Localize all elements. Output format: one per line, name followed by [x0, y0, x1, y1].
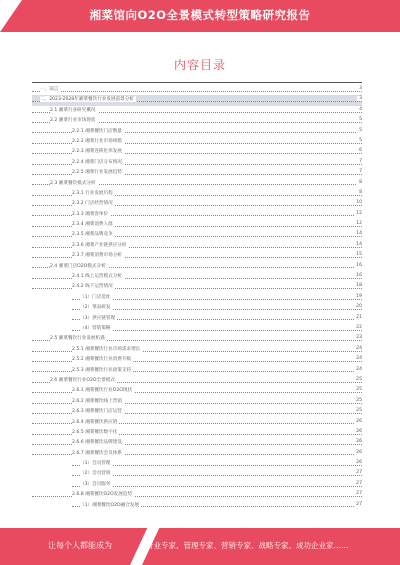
toc-entry[interactable]	[32, 324, 362, 334]
toc-entry-page: 21	[356, 314, 362, 320]
toc-entry[interactable]	[32, 490, 362, 500]
toc-entry-text: 2.6.5 湘菜餐饮数字化	[72, 429, 118, 435]
toc-entry[interactable]	[32, 147, 362, 157]
toc-entry[interactable]	[32, 459, 362, 469]
toc-entry-text: 2.3.2 门店经营情况	[72, 201, 113, 207]
toc-entry-page: 12	[356, 221, 362, 227]
toc-entry-page: 24	[356, 366, 362, 372]
toc-entry-text: 2.5.1 湘菜餐饮行业市场需求增长	[72, 346, 141, 352]
toc-entry[interactable]	[32, 179, 362, 189]
toc-entry-page: 26	[356, 460, 362, 466]
toc-entry[interactable]	[32, 282, 362, 292]
toc-entry-page: 27	[356, 470, 362, 476]
toc-entry[interactable]	[32, 438, 362, 448]
toc-entry-page: 26	[356, 449, 362, 455]
toc-entry[interactable]	[32, 85, 362, 95]
toc-entry[interactable]	[32, 345, 362, 355]
toc-entry-text: 2.6.7 湘菜餐饮会员体系	[72, 450, 122, 456]
toc-title: 内容目录	[173, 58, 226, 72]
toc-entry[interactable]	[32, 272, 362, 282]
toc-entry[interactable]	[32, 241, 362, 251]
toc-entry[interactable]	[32, 95, 362, 105]
toc-entry-page: 7	[359, 169, 362, 175]
toc-entry-page: 27	[356, 491, 362, 497]
toc-entry-text: 2.2.5 湘菜行业发展趋势	[72, 170, 122, 176]
toc-entry-page: 5	[359, 137, 362, 143]
toc-entry-text: 2.5.3 湘菜餐饮行业政策支持	[72, 367, 132, 373]
toc-leader-dots	[72, 330, 362, 331]
toc-entry-text: （3）会员服务	[80, 481, 111, 487]
toc-leader-dots	[72, 475, 362, 476]
toc-entry-page: 8	[359, 189, 362, 195]
toc-entry-page: 16	[356, 273, 362, 279]
toc-entry[interactable]	[32, 251, 362, 261]
toc-entry-page: 24	[356, 345, 362, 351]
toc-entry[interactable]	[32, 168, 362, 178]
toc-entry-text: （4）营销策略	[80, 325, 111, 331]
toc-entry[interactable]	[32, 386, 362, 396]
toc-entry[interactable]	[32, 355, 362, 365]
toc-entry[interactable]	[32, 189, 362, 199]
toc-entry-page: 26	[356, 418, 362, 424]
toc-entry[interactable]	[32, 116, 362, 126]
toc-entry-text: 2.6.3 湘菜餐饮门店运营	[72, 409, 122, 415]
toc-entry-text: 2.2 湘菜行业市场现状	[50, 118, 96, 124]
toc-entry-text: 2.6.8 湘菜餐饮O2O发展趋势	[72, 492, 133, 498]
toc-entry[interactable]	[32, 137, 362, 147]
toc-top-rule	[32, 82, 362, 83]
toc-entry-page: 19	[356, 293, 362, 299]
toc-entry[interactable]	[32, 199, 362, 209]
toc-entry[interactable]	[32, 366, 362, 376]
toc-entry-page: 3	[359, 86, 362, 91]
toc-entry-text: 2.6.1 湘菜餐饮行业O2O现状	[72, 388, 133, 394]
toc-entry-text: 2.6.6 湘菜餐饮品牌建设	[72, 440, 122, 446]
footer-slogan: 让每个人都能成为	[48, 541, 112, 550]
toc-entry-page: 8	[359, 179, 362, 185]
toc-entry-page: 3	[359, 96, 362, 102]
toc-entry-page: 20	[356, 304, 362, 310]
toc-entry-page: 14	[356, 231, 362, 237]
toc-entry-text: （3）供应链管理	[80, 315, 116, 321]
toc-entry-page: 6	[359, 148, 362, 154]
toc-entry-page: 27	[356, 480, 362, 486]
toc-entry-text: 2.6 湘菜餐饮行业O2O全景模式	[50, 377, 115, 383]
toc-leader-dots	[72, 299, 362, 300]
report-header	[0, 0, 400, 32]
toc-entry[interactable]	[32, 210, 362, 220]
toc-entry-text: 2.3.4 湘菜消费人群	[72, 222, 113, 228]
toc-entry[interactable]	[32, 418, 362, 428]
toc-entry[interactable]	[32, 480, 362, 490]
toc-entry-text: 2.2.2 湘菜行业市场规模	[72, 138, 122, 144]
toc-entry-page: 27	[356, 501, 362, 507]
toc-entry-text: （1）会员管理	[80, 461, 111, 467]
toc-entry-text: 2.2.4 湘菜门店分布情况	[72, 159, 122, 165]
toc-entry-page: 25	[356, 387, 362, 393]
toc-entry[interactable]	[32, 220, 362, 230]
toc-entry-text: 2.2.3 湘菜连锁化率发展	[72, 149, 122, 155]
toc-leader-dots	[72, 486, 362, 487]
toc-entry-text: 二、2023-2028年湘菜餐饮行业发展前景分析	[40, 97, 134, 103]
toc-entry[interactable]	[32, 376, 362, 386]
toc-entry[interactable]	[32, 230, 362, 240]
toc-entry-page: 16	[356, 262, 362, 268]
toc-leader-dots	[72, 465, 362, 466]
toc-entry-text: 2.4 湘菜门店O2O模式分析	[50, 263, 106, 269]
toc-entry[interactable]	[32, 428, 362, 438]
toc-entry-text: 2.3.1 行业发展历程	[72, 190, 113, 196]
toc-entry-page: 4	[359, 106, 362, 112]
toc-entry-text: 2.3.7 湘菜消费市场分析	[72, 253, 122, 259]
toc-entry-page: 26	[356, 439, 362, 445]
toc-entry-text: 一、前言	[40, 87, 59, 92]
toc-leader-dots	[72, 309, 362, 310]
toc-entry-page: 7	[359, 158, 362, 164]
toc-entry-text: 2.4.1 线上运营模式分析	[72, 274, 122, 280]
report-title: 湘菜馆向O2O全景模式转型策略研究报告	[89, 8, 311, 22]
toc-entry[interactable]	[32, 106, 362, 116]
toc-entry[interactable]	[32, 262, 362, 272]
toc-entry-text: 2.1 湘菜行业研究概况	[50, 107, 96, 113]
toc-entry[interactable]	[32, 127, 362, 137]
toc-entry[interactable]	[32, 469, 362, 479]
toc-entry-page: 18	[356, 283, 362, 289]
toc-entry-text: 2.2.1 湘菜餐饮门店数量	[72, 128, 122, 134]
toc-entry-text: 2.5.2 湘菜餐饮行业消费升级	[72, 357, 132, 363]
toc-entry-page: 23	[356, 335, 362, 341]
toc-entry[interactable]	[32, 449, 362, 459]
toc-entry-text: 2.3 湘菜餐饮模式分析	[50, 180, 96, 186]
toc-entry[interactable]	[32, 334, 362, 344]
table-of-contents	[32, 85, 362, 511]
toc-entry-text: （1）湘菜餐饮O2O融合发展	[80, 502, 140, 508]
toc-entry-page: 5	[359, 117, 362, 123]
toc-entry[interactable]	[32, 501, 362, 511]
toc-entry-text: 2.3.6 湘菜产业链供应分析	[72, 242, 127, 248]
toc-entry[interactable]	[32, 397, 362, 407]
toc-entry-page: 15	[356, 252, 362, 258]
toc-entry-page: 26	[356, 428, 362, 434]
toc-entry-page: 25	[356, 408, 362, 414]
toc-entry-text: 2.3.5 湘菜品牌竞争	[72, 232, 113, 238]
toc-entry-text: （2）会员营销	[80, 471, 111, 477]
toc-entry-page: 12	[356, 210, 362, 216]
toc-entry-page: 14	[356, 241, 362, 247]
toc-entry-text: 2.4.2 线下运营情况	[72, 284, 113, 290]
toc-entry-page: 5	[359, 127, 362, 133]
toc-entry-text: 2.6.4 湘菜餐饮供应链	[72, 419, 118, 425]
toc-entry-text: 2.3.3 湘菜客单价	[72, 211, 109, 217]
footer-tagline: 行业专家、管理专家、营销专家、战略专家、成功企业家……	[146, 541, 349, 550]
toc-entry-page: 22	[356, 324, 362, 330]
toc-entry-page: 25	[356, 376, 362, 382]
toc-entry[interactable]	[32, 158, 362, 168]
toc-entry[interactable]	[32, 407, 362, 417]
toc-entry-page: 10	[356, 200, 362, 206]
toc-entry-text: 2.5 湘菜餐饮行业发展机遇	[50, 336, 105, 342]
toc-entry[interactable]	[32, 303, 362, 313]
toc-entry-text: （2）菜品研发	[80, 305, 111, 311]
toc-entry[interactable]	[32, 293, 362, 303]
toc-entry-text: 2.6.2 湘菜餐饮线上营销	[72, 398, 122, 404]
toc-entry-text: （1）门店选址	[80, 294, 111, 300]
toc-entry[interactable]	[32, 314, 362, 324]
toc-entry-page: 25	[356, 397, 362, 403]
toc-leader-dots	[32, 91, 362, 92]
report-footer	[0, 528, 400, 565]
toc-entry-page: 24	[356, 356, 362, 362]
